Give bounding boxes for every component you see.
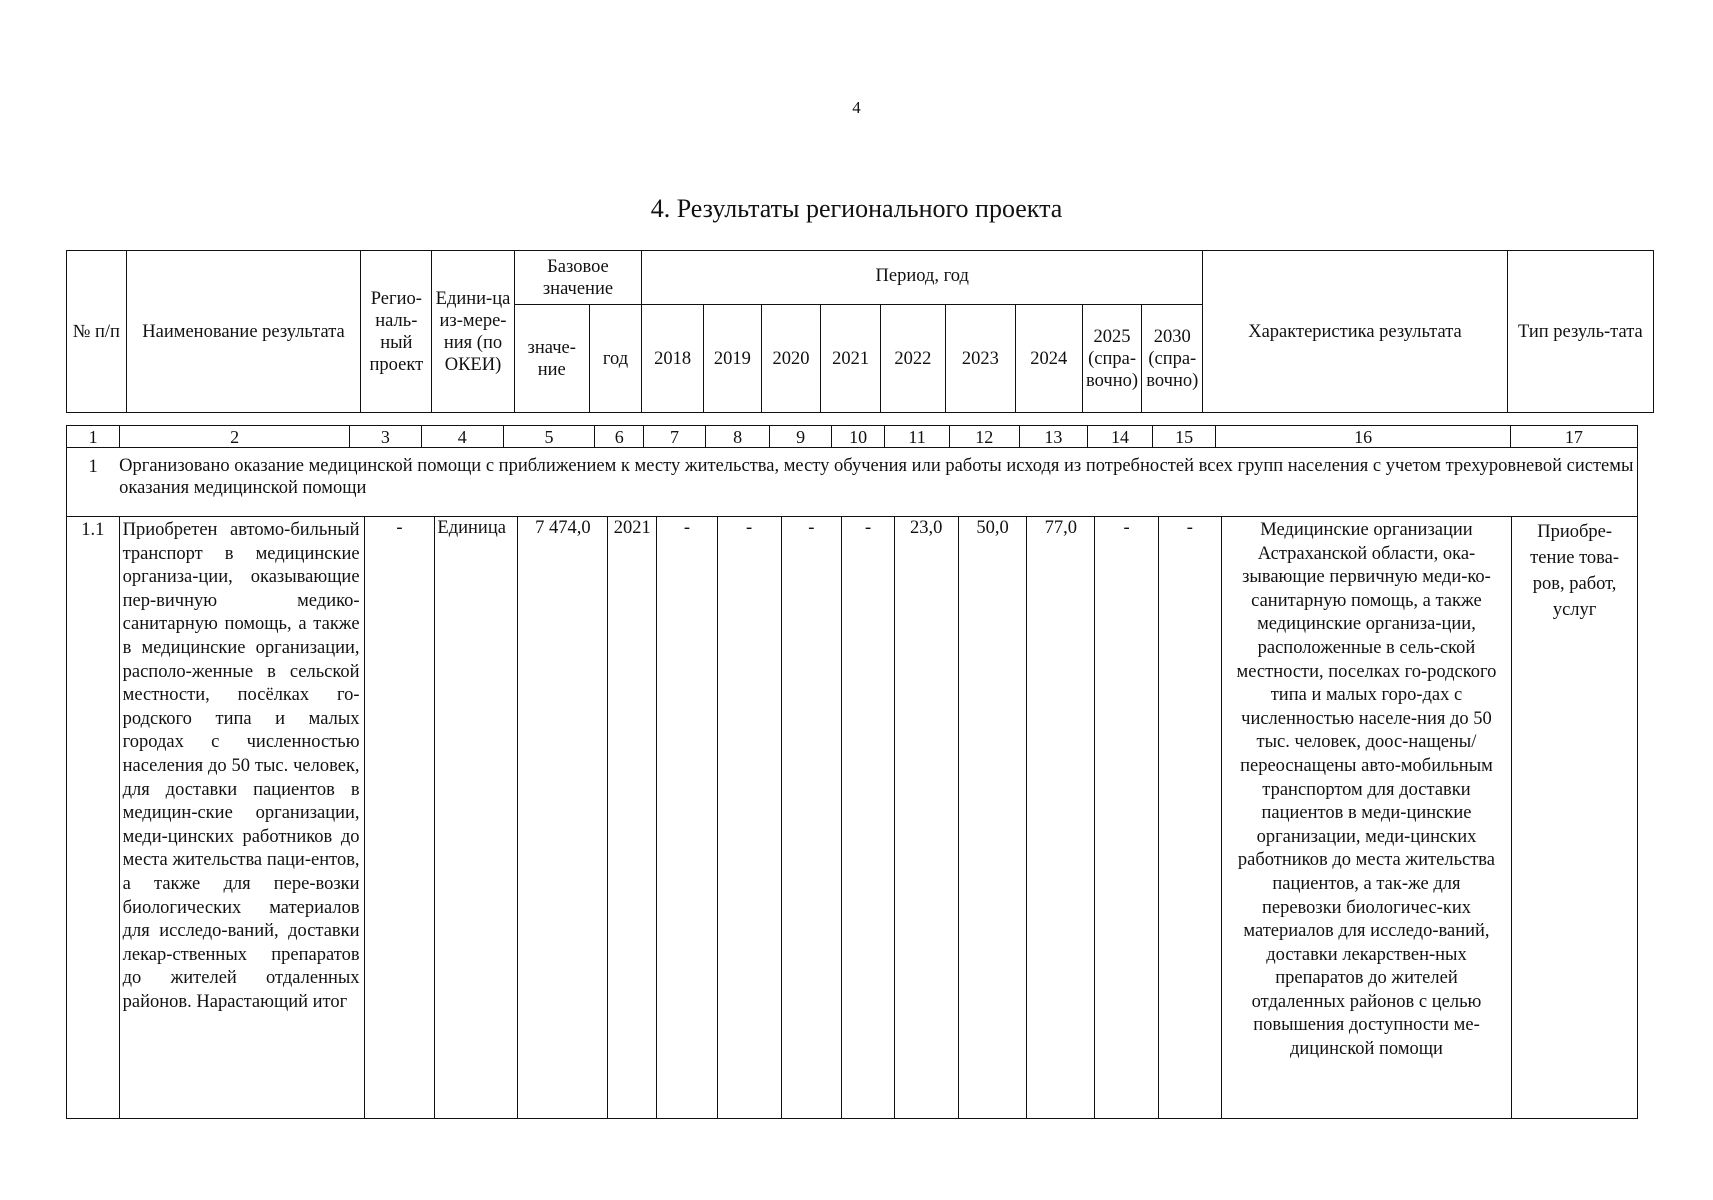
- column-number: 11: [885, 426, 950, 448]
- column-number: 3: [350, 426, 422, 448]
- value-2024: 77,0: [1027, 517, 1095, 1119]
- section-title: Организовано оказание медицинской помощи с приближением к месту жительства, месту обучения или работы исходя из потребностей всех групп населения с учетом трехуровневой системы оказания медицинской помощи: [119, 448, 1637, 517]
- column-number: 6: [595, 426, 644, 448]
- column-number: 13: [1019, 426, 1088, 448]
- value-2020: -: [781, 517, 842, 1119]
- column-number: 16: [1216, 426, 1510, 448]
- regional-project-value: -: [364, 517, 435, 1119]
- document-title: 4. Результаты регионального проекта: [650, 194, 1063, 223]
- header-year-2030: 2030 (спра-вочно): [1142, 305, 1203, 413]
- header-name: Наименование результата: [126, 251, 361, 413]
- header-base-value-value: значе-ние: [514, 305, 589, 413]
- header-num: № п/п: [67, 251, 127, 413]
- header-base-value-year: год: [589, 305, 642, 413]
- column-number: 15: [1152, 426, 1216, 448]
- page-number: 4: [852, 98, 861, 117]
- column-number: 14: [1088, 426, 1153, 448]
- result-name: Приобретен автомо-бильный транспорт в медицинские организа-ции, оказывающие пер-вичную медико-санитарную помощь, а также в медицинские организации, располо-женные в сельской местности, посёлках го-родского типа и малых городах с численностью населения до 50 тыс. человек, для доставки пациентов в медицин-ские организации, меди-цинских работников до места жительства паци-ентов, а также для пере-возки биологических материалов для исследо-ваний, доставки лекар-ственных препаратов до жителей отдаленных районов. Нарастающий итог: [119, 517, 364, 1119]
- base-year: 2021: [608, 517, 657, 1119]
- table-row: [67, 517, 1638, 1119]
- header-year-2023: 2023: [945, 305, 1015, 413]
- column-number: 17: [1510, 426, 1637, 448]
- header-characteristic: Характеристика результата: [1203, 251, 1508, 413]
- section-number: 1: [67, 448, 120, 517]
- section-row: [67, 448, 1638, 517]
- header-unit: Едини-ца из-мере-ния (по ОКЕИ): [432, 251, 514, 413]
- value-2021: -: [842, 517, 895, 1119]
- header-year-2022: 2022: [881, 305, 946, 413]
- column-number: 9: [770, 426, 832, 448]
- header-regional-project: Регио-наль-ный проект: [361, 251, 432, 413]
- header-year-2020: 2020: [761, 305, 821, 413]
- value-2025: -: [1095, 517, 1159, 1119]
- base-value: 7 474,0: [518, 517, 608, 1119]
- value-2023: 50,0: [958, 517, 1027, 1119]
- header-year-2019: 2019: [704, 305, 762, 413]
- column-number: 5: [503, 426, 594, 448]
- value-2022: 23,0: [894, 517, 958, 1119]
- column-number: 2: [120, 426, 350, 448]
- header-result-type: Тип резуль-тата: [1507, 251, 1653, 413]
- value-2030: -: [1158, 517, 1221, 1119]
- column-number: 7: [644, 426, 706, 448]
- header-year-2018: 2018: [642, 305, 704, 413]
- results-table-body: [66, 447, 1638, 1119]
- column-number: 10: [831, 426, 884, 448]
- value-2019: -: [717, 517, 781, 1119]
- row-number: 1.1: [67, 517, 120, 1119]
- results-table-header: [66, 250, 1654, 413]
- header-period: Период, год: [642, 251, 1203, 305]
- column-number: 4: [421, 426, 503, 448]
- column-numbers-row: [66, 425, 1638, 448]
- header-year-2025: 2025 (спра-вочно): [1082, 305, 1142, 413]
- header-year-2021: 2021: [821, 305, 881, 413]
- column-number: 8: [705, 426, 770, 448]
- header-year-2024: 2024: [1015, 305, 1082, 413]
- result-characteristic: Медицинские организации Астраханской области, ока-зывающие первичную меди-ко-санитарную помощь, а также медицинские организа-ции, расположенные в сель-ской местности, поселках го-родского типа и малых горо-дах с численностью населе-ния до 50 тыс. человек, доос-нащены/ переоснащены авто-мобильным транспортом для доставки пациентов в меди-цинские организации, меди-цинских работников до места жительства пациентов, а так-же для перевозки биологичес-ких материалов для исследо-ваний, доставки лекарствен-ных препаратов до жителей отдаленных районов с целью повышения доступности ме-дицинской помощи: [1221, 517, 1511, 1119]
- column-number: 12: [949, 426, 1019, 448]
- unit-value: Единица: [435, 517, 518, 1119]
- header-base-value: Базовое значение: [514, 251, 642, 305]
- result-type: Приобре-тение това-ров, работ, услуг: [1512, 517, 1638, 1119]
- column-number: 1: [67, 426, 120, 448]
- value-2018: -: [657, 517, 718, 1119]
